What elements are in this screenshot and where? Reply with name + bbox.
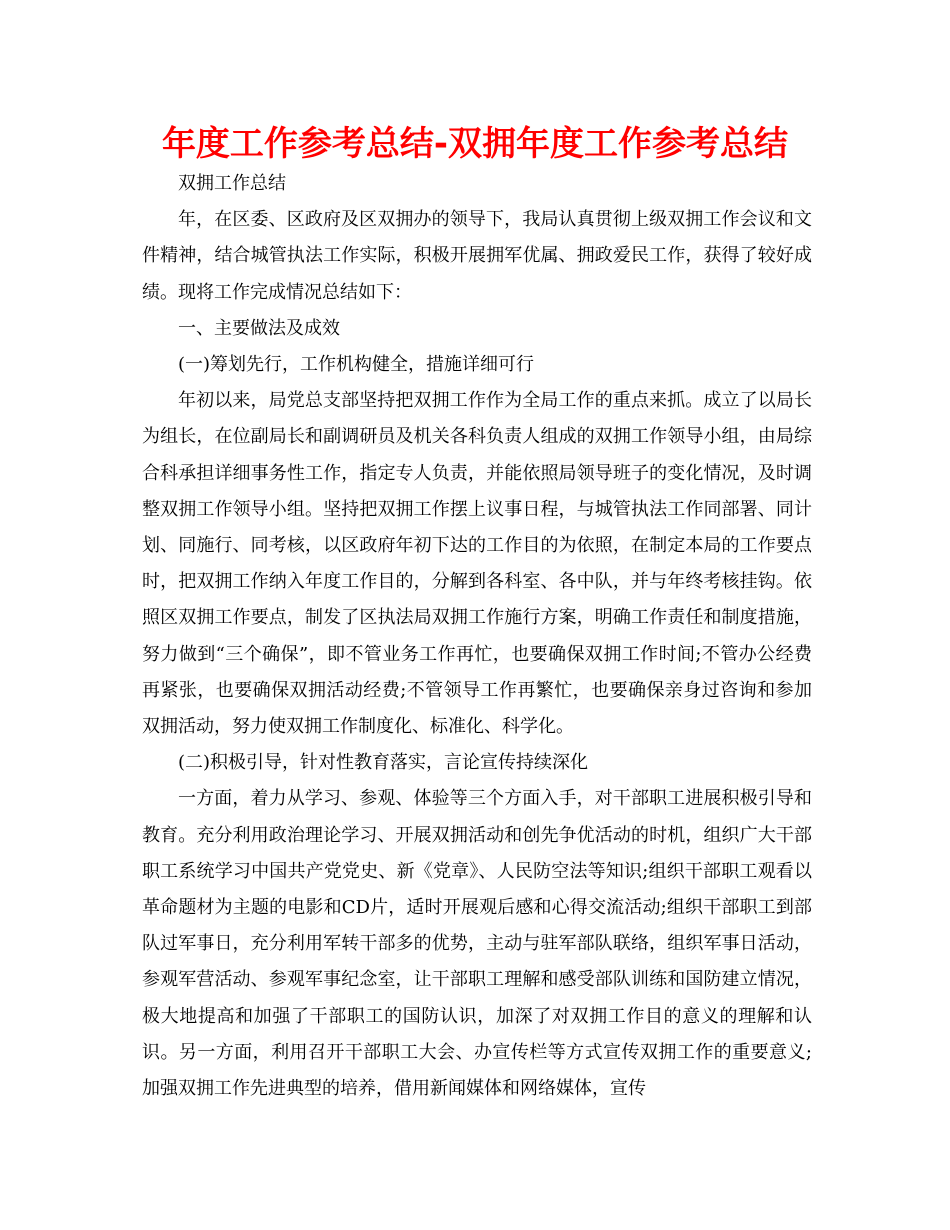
intro-paragraph: 年，在区委、区政府及区双拥办的领导下，我局认真贯彻上级双拥工作会议和文件精神，结合城管执法工作实际，积极开展拥军优属、拥政爱民工作，获得了较好成绩。现将工作完成情况总结如下： xyxy=(142,209,812,303)
subtitle-paragraph: 双拥工作总结 xyxy=(178,173,286,194)
section-heading: 一、主要做法及成效 xyxy=(178,317,340,339)
subsection-heading-2: (二)积极引导，针对性教育落实，言论宣传持续深化 xyxy=(178,752,589,774)
body-paragraph-2: 一方面，着力从学习、参观、体验等三个方面入手，对干部职工进展积极引导和教育。充分利用政治理论学习、开展双拥活动和创先争优活动的时机，组织广大干部职工系统学习中国共产党党史、新《党章》、人民防空法等知识;组织干部职工观看以革命题材为主题的电影和CD片，适时开展观后感和心得交流活动;组织干部职工到部队过军事日，充分利用军转干部多的优势，主动与驻军部队联络，组织军事日活动，参观军营活动、参观军事纪念室，让干部职工理解和感受部队训练和国防建立情况，极大地提高和加强了干部职工的国防认识，加深了对双拥工作目的意义的理解和认识。另一方面，利用召开干部职工大会、办宣传栏等方式宣传双拥工作的重要意义;加强双拥工作先进典型的培养，借用新闻媒体和网络媒体，宣传 xyxy=(142,788,812,1100)
document-title: 年度工作参考总结-双拥年度工作参考总结 xyxy=(161,124,789,164)
document-body xyxy=(142,166,812,1107)
body-paragraph-1: 年初以来，局党总支部坚持把双拥工作作为全局工作的重点来抓。成立了以局长为组长，在位副局长和副调研员及机关各科负责人组成的双拥工作领导小组，由局综合科承担详细事务性工作，指定专人负责，并能依照局领导班子的变化情况，及时调整双拥工作领导小组。坚持把双拥工作摆上议事日程，与城管执法工作同部署、同计划、同施行、同考核，以区政府年初下达的工作目的为依照，在制定本局的工作要点时，把双拥工作纳入年度工作目的，分解到各科室、各中队，并与年终考核挂钩。依照区双拥工作要点，制发了区执法局双拥工作施行方案，明确工作责任和制度措施，努力做到“三个确保”，即不管业务工作再忙，也要确保双拥工作时间;不管办公经费再紧张，也要确保双拥活动经费;不管领导工作再繁忙，也要确保亲身过咨询和参加双拥活动，努力使双拥工作制度化、标准化、科学化。 xyxy=(142,390,812,738)
subsection-heading-1: (一)筹划先行，工作机构健全，措施详细可行 xyxy=(178,354,535,376)
